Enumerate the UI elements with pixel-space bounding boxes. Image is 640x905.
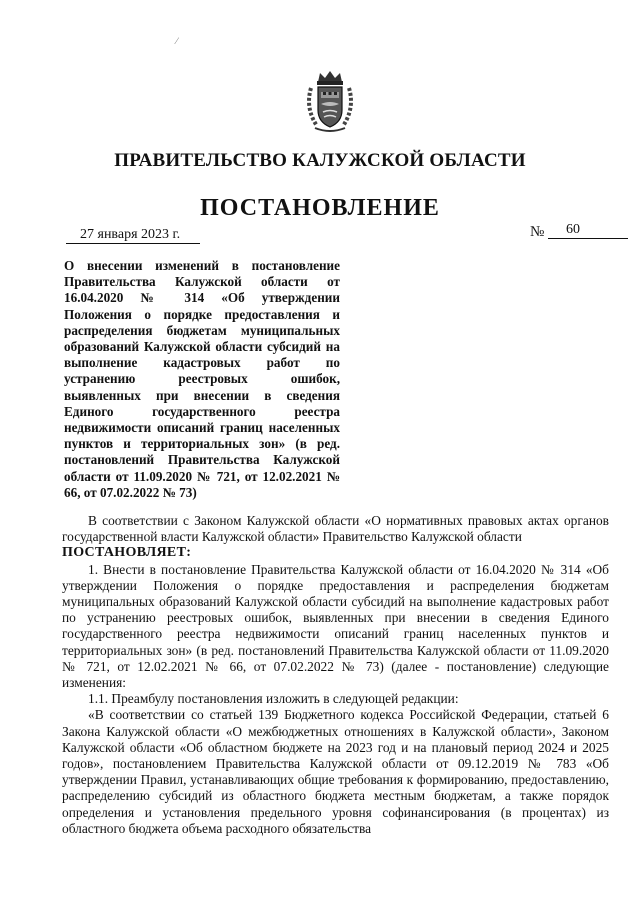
document-subject: О внесении изменений в постановление Правительства Калужской области от 16.04.2020 № 314 «Об утверждении Положения о порядке предоставления и распределения бюджетам муниципальных образований Калужской области субсидий на выполнение кадастровых работ по устранению реестровых ошибок, выявленных при внесении в сведения Единого государственного реестра недвижимости описаний границ населенных пунктов и территориальных зон» (в ред. постановлений Правительства Калужской области от 11.09.2020 № 721, от 12.02.2021 № 66, от 07.02.2022 № 73) — [64, 258, 340, 500]
document-type-title: ПОСТАНОВЛЕНИЕ — [200, 195, 440, 221]
decides-heading: ПОСТАНОВЛЯЕТ: — [62, 545, 192, 561]
document-body — [62, 513, 609, 837]
number-label: № — [530, 224, 545, 240]
coat-of-arms-emblem — [301, 68, 359, 134]
intro-paragraph: В соответствии с Законом Калужской области «О нормативных правовых актах органов государственной власти Калужской области» Правительство Калужской области — [62, 513, 609, 545]
organization-title: ПРАВИТЕЛЬСТВО КАЛУЖСКОЙ ОБЛАСТИ — [114, 150, 526, 171]
item-1-paragraph: 1. Внести в постановление Правительства Калужской области от 16.04.2020 № 314 «Об утверждении Положения о порядке предоставления и распределения бюджетам муниципальных образований Калужской области субсидий на выполнение кадастровых работ по устранению реестровых ошибок, выявленных при внесении в сведения Единого государственного реестра недвижимости описаний границ населенных пунктов и территориальных зон» (в ред. постановлений Правительства Калужской области от 11.09.2020 № 721, от 12.02.2021 № 66, от 07.02.2022 № 73) (далее - постановление) следующие изменения: — [62, 561, 609, 691]
document-date: 27 января 2023 г. — [66, 227, 200, 244]
margin-mark: ⁄ — [176, 36, 178, 46]
document-number: 60 — [548, 222, 628, 239]
item-1-1-paragraph: 1.1. Преамбулу постановления изложить в следующей редакции: — [88, 691, 459, 707]
quoted-preamble-paragraph: «В соответствии со статьей 139 Бюджетного кодекса Российской Федерации, статьей 6 Закона Калужской области «О межбюджетных отношениях в Калужской области», Законом Калужской области «Об областном бюджете на 2023 год и на плановый период 2024 и 2025 годов», постановлением Правительства Калужской области от 09.12.2019 № 783 «Об утверждении Правил, устанавливающих общие требования к формированию, предоставлению, распределению субсидий из областного бюджета местным бюджетам, а также порядок определения и установления предельного уровня софинансирования (в процентах) из областного бюджета объема расходного обязательства — [62, 707, 609, 836]
